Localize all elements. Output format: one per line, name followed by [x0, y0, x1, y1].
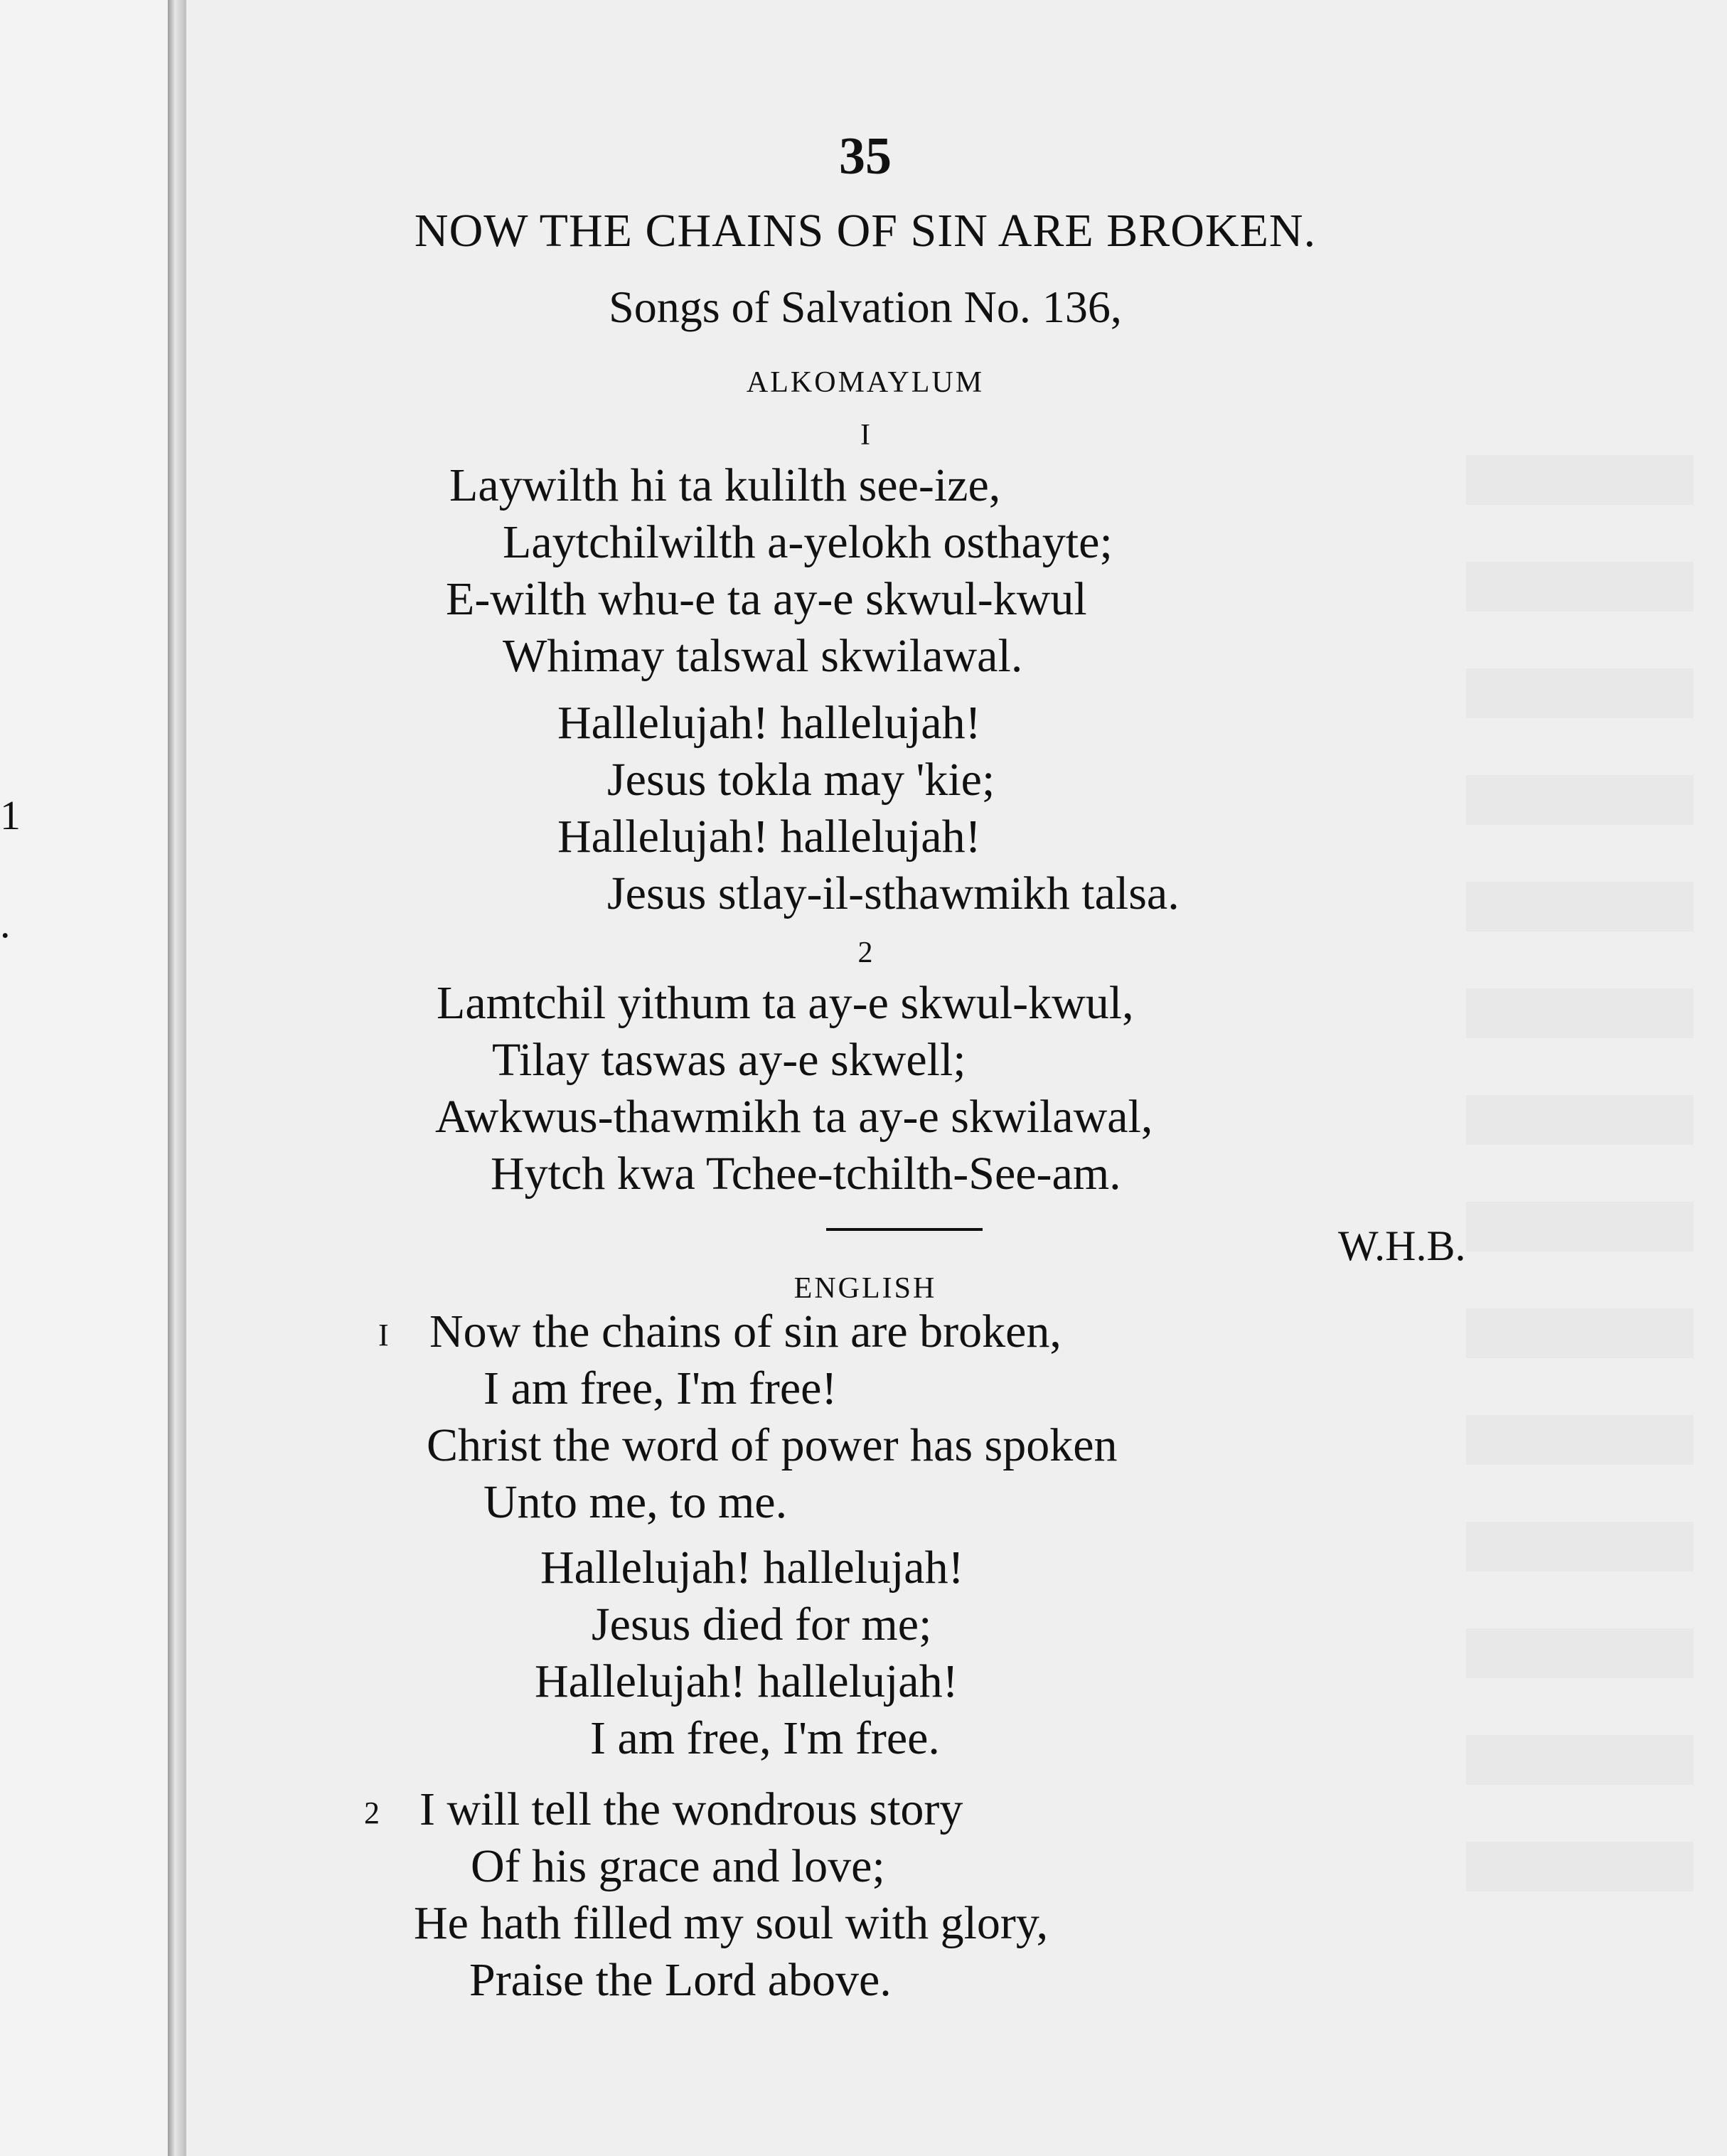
chorus-line: Jesus died for me; — [592, 1599, 932, 1650]
english-section-heading: ENGLISH — [793, 1272, 937, 1305]
verse-number: 2 — [857, 936, 873, 969]
verse-line: I will tell the wondrous story — [419, 1783, 963, 1835]
chorus-line: Jesus tokla may 'kie; — [607, 754, 995, 806]
hymn-title: NOW THE CHAINS OF SIN ARE BROKEN. — [414, 205, 1317, 257]
verse-line: Laywilth hi ta kulilth see-ize, — [449, 459, 1001, 511]
verse-number: I — [860, 419, 870, 452]
facing-page-edge — [0, 0, 178, 2156]
hymn-source: Songs of Salvation No. 136, — [609, 282, 1122, 332]
author-initials: W.H.B. — [1338, 1222, 1466, 1269]
verse-line: Hytch kwa Tchee-tchilth-See-am. — [491, 1148, 1121, 1200]
verse-number: I — [378, 1318, 389, 1352]
chorus-line: I am free, I'm free. — [590, 1712, 940, 1764]
page-number: 35 — [839, 127, 892, 186]
verse-line: Whimay talswal skwilawal. — [503, 630, 1023, 682]
facing-page-fragment: . — [0, 900, 11, 946]
verse-number: 2 — [364, 1795, 380, 1830]
chorus-line: Hallelujah! hallelujah! — [535, 1655, 958, 1707]
verse-line: Unto me, to me. — [483, 1476, 788, 1528]
verse-line: Now the chains of sin are broken, — [429, 1306, 1062, 1357]
verse-line: Awkwus-thawmikh ta ay-e skwilawal, — [435, 1091, 1153, 1143]
section-divider — [826, 1228, 983, 1231]
verse-line: I am free, I'm free! — [483, 1362, 838, 1414]
verse-line: Praise the Lord above. — [469, 1954, 892, 2006]
native-section-heading: ALKOMAYLUM — [746, 366, 985, 399]
verse-line: Of his grace and love; — [471, 1840, 885, 1892]
facing-page-fragment: 1 — [0, 792, 21, 838]
verse-line: Lamtchil yithum ta ay-e skwul-kwul, — [437, 977, 1134, 1029]
hymn-page — [186, 0, 1727, 2156]
chorus-line: Hallelujah! hallelujah! — [540, 1542, 964, 1594]
verse-line: Christ the word of power has spoken — [427, 1419, 1118, 1471]
verse-line: E-wilth whu-e ta ay-e skwul-kwul — [446, 573, 1087, 625]
chorus-line: Hallelujah! hallelujah! — [557, 697, 981, 749]
verse-line: Laytchilwilth a-yelokh osthayte; — [503, 516, 1113, 568]
chorus-line: Jesus stlay-il-sthawmikh talsa. — [607, 868, 1180, 919]
verse-line: Tilay taswas ay-e skwell; — [492, 1034, 966, 1086]
verse-line: He hath filled my soul with glory, — [414, 1897, 1049, 1949]
book-spine — [168, 0, 186, 2156]
chorus-line: Hallelujah! hallelujah! — [557, 811, 981, 863]
